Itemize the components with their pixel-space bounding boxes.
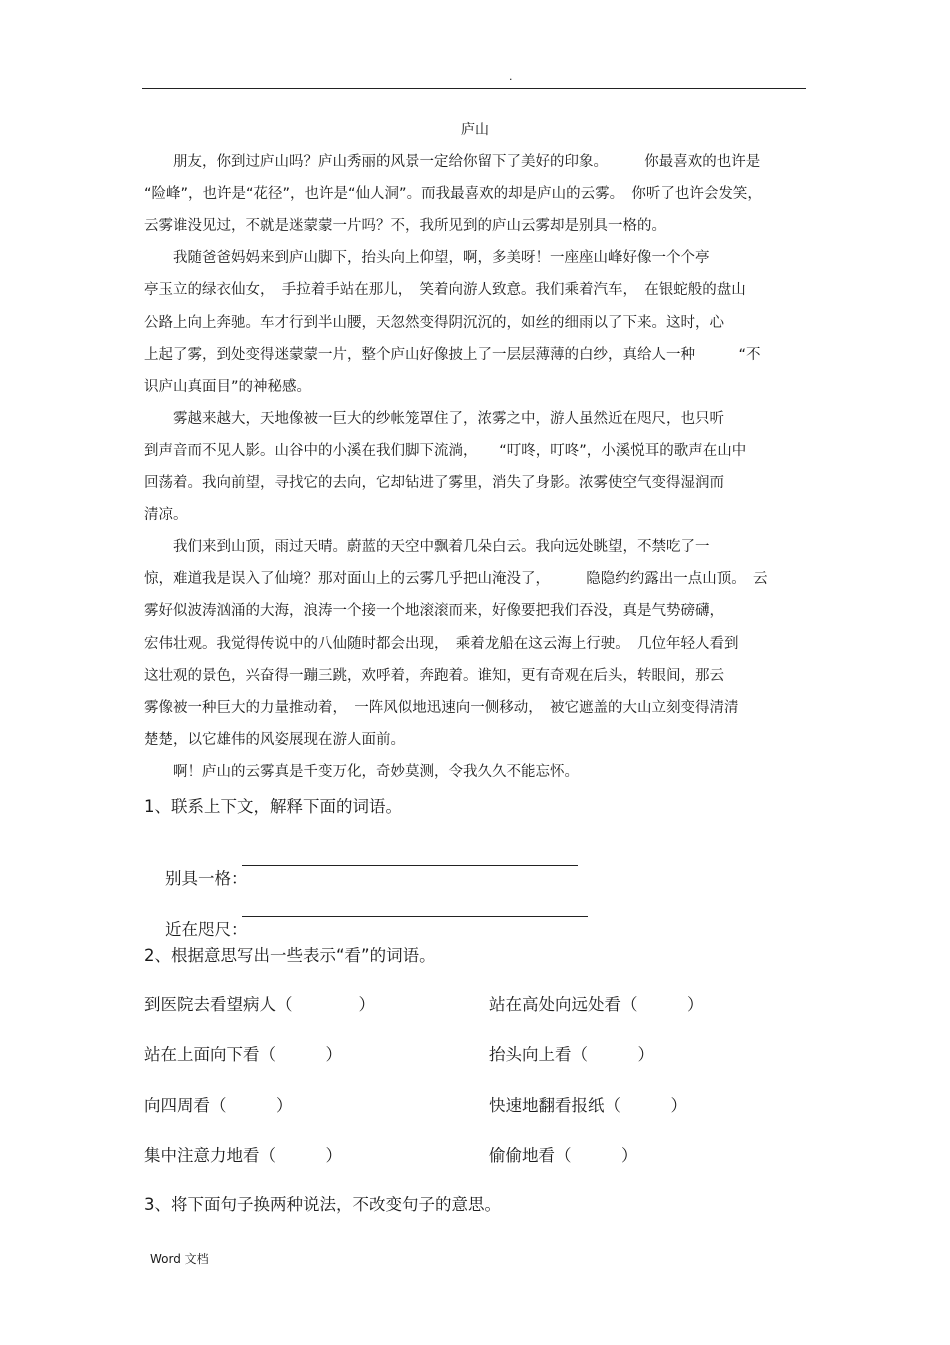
passage-line: 朋友，你到过庐山吗？庐山秀丽的风景一定给你留下了美好的印象。 你最喜欢的也许是 — [144, 154, 761, 170]
passage-line: 云雾谁没见过，不就是迷蒙蒙一片吗？不，我所见到的庐山云雾却是别具一格的。 — [144, 218, 666, 234]
question-1: 1、联系上下文，解释下面的词语。 — [144, 797, 402, 816]
passage-line: 回荡着。我向前望，寻找它的去向，它却钻进了雾里，消失了身影。浓雾使空气变得湿润而 — [144, 475, 724, 491]
passage-line: 这壮观的景色，兴奋得一蹦三跳，欢呼着，奔跑着。谁知，更有奇观在后头，转眼间，那云 — [144, 668, 724, 684]
passage-line: 上起了雾，到处变得迷蒙蒙一片，整个庐山好像披上了一层层薄薄的白纱，真给人一种 “不 — [144, 347, 761, 363]
q2-right-2: 抬头向上看（ ） — [489, 1045, 654, 1064]
passage-line: “险峰”，也许是“花径”，也许是“仙人洞”。而我最喜欢的却是庐山的云雾。 你听了也许会发笑， — [144, 186, 762, 202]
q2-left-2: 站在上面向下看（ ） — [144, 1045, 342, 1064]
q1-item-1-label: 别具一格： — [164, 869, 248, 888]
q2-left-4: 集中注意力地看（ ） — [144, 1146, 342, 1165]
q2-right-3: 快速地翻看报纸（ ） — [489, 1096, 687, 1115]
q1-item-2-label: 近在咫尺： — [164, 920, 248, 939]
answer-blank[interactable] — [242, 916, 588, 917]
question-2: 2、根据意思写出一些表示“看”的词语。 — [144, 946, 436, 965]
header-rule — [142, 88, 806, 89]
passage-line: 到声音而不见人影。山谷中的小溪在我们脚下流淌， “叮咚，叮咚”，小溪悦耳的歌声在山中 — [144, 443, 747, 459]
q1-item-2 — [144, 897, 247, 985]
passage-line: 雾越来越大，天地像被一巨大的纱帐笼罩住了，浓雾之中，游人虽然近在咫尺，也只听 — [144, 411, 724, 427]
passage-line: 我随爸爸妈妈来到庐山脚下，抬头向上仰望，啊，多美呀！一座座山峰好像一个个亭 — [144, 250, 710, 266]
passage-line: 公路上向上奔驰。车才行到半山腰，天忽然变得阴沉沉的，如丝的细雨以了下来。这时，心 — [144, 315, 724, 331]
q2-left-1: 到医院去看望病人（ ） — [144, 995, 375, 1014]
passage-line: 清凉。 — [144, 507, 188, 523]
q2-right-4: 偷偷地看（ ） — [489, 1146, 638, 1165]
passage-line: 雾好似波涛汹涌的大海，浪涛一个接一个地滚滚而来，好像要把我们吞没，真是气势磅礴， — [144, 603, 724, 619]
passage-line: 啊！庐山的云雾真是千变万化，奇妙莫测，令我久久不能忘怀。 — [144, 764, 579, 780]
passage-line: 宏伟壮观。我觉得传说中的八仙随时都会出现， 乘着龙船在这云海上行驶。 几位年轻人看到 — [144, 636, 739, 652]
passage-line: 识庐山真面目”的神秘感。 — [144, 379, 312, 395]
passage-line: 楚楚，以它雄伟的风姿展现在游人面前。 — [144, 732, 405, 748]
passage-line: 我们来到山顶，雨过天晴。蔚蓝的天空中飘着几朵白云。我向远处眺望，不禁吃了一 — [144, 539, 710, 555]
answer-blank[interactable] — [242, 865, 578, 866]
q2-left-3: 向四周看（ ） — [144, 1096, 293, 1115]
header-mark: . — [509, 70, 513, 83]
footer-label: Word 文档 — [150, 1252, 209, 1266]
passage-line: 惊，难道我是误入了仙境？那对面山上的云雾几乎把山淹没了， 隐隐约约露出一点山顶。 云 — [144, 571, 768, 587]
q2-right-1: 站在高处向远处看（ ） — [489, 995, 704, 1014]
question-3: 3、将下面句子换两种说法，不改变句子的意思。 — [144, 1195, 501, 1214]
passage-title: 庐山 — [461, 122, 489, 138]
passage-line: 亭玉立的绿衣仙女， 手拉着手站在那儿， 笑着向游人致意。我们乘着汽车， 在银蛇般的盘山 — [144, 282, 746, 298]
passage-line: 雾像被一种巨大的力量推动着， 一阵风似地迅速向一侧移动， 被它遮盖的大山立刻变得清清 — [144, 700, 739, 716]
